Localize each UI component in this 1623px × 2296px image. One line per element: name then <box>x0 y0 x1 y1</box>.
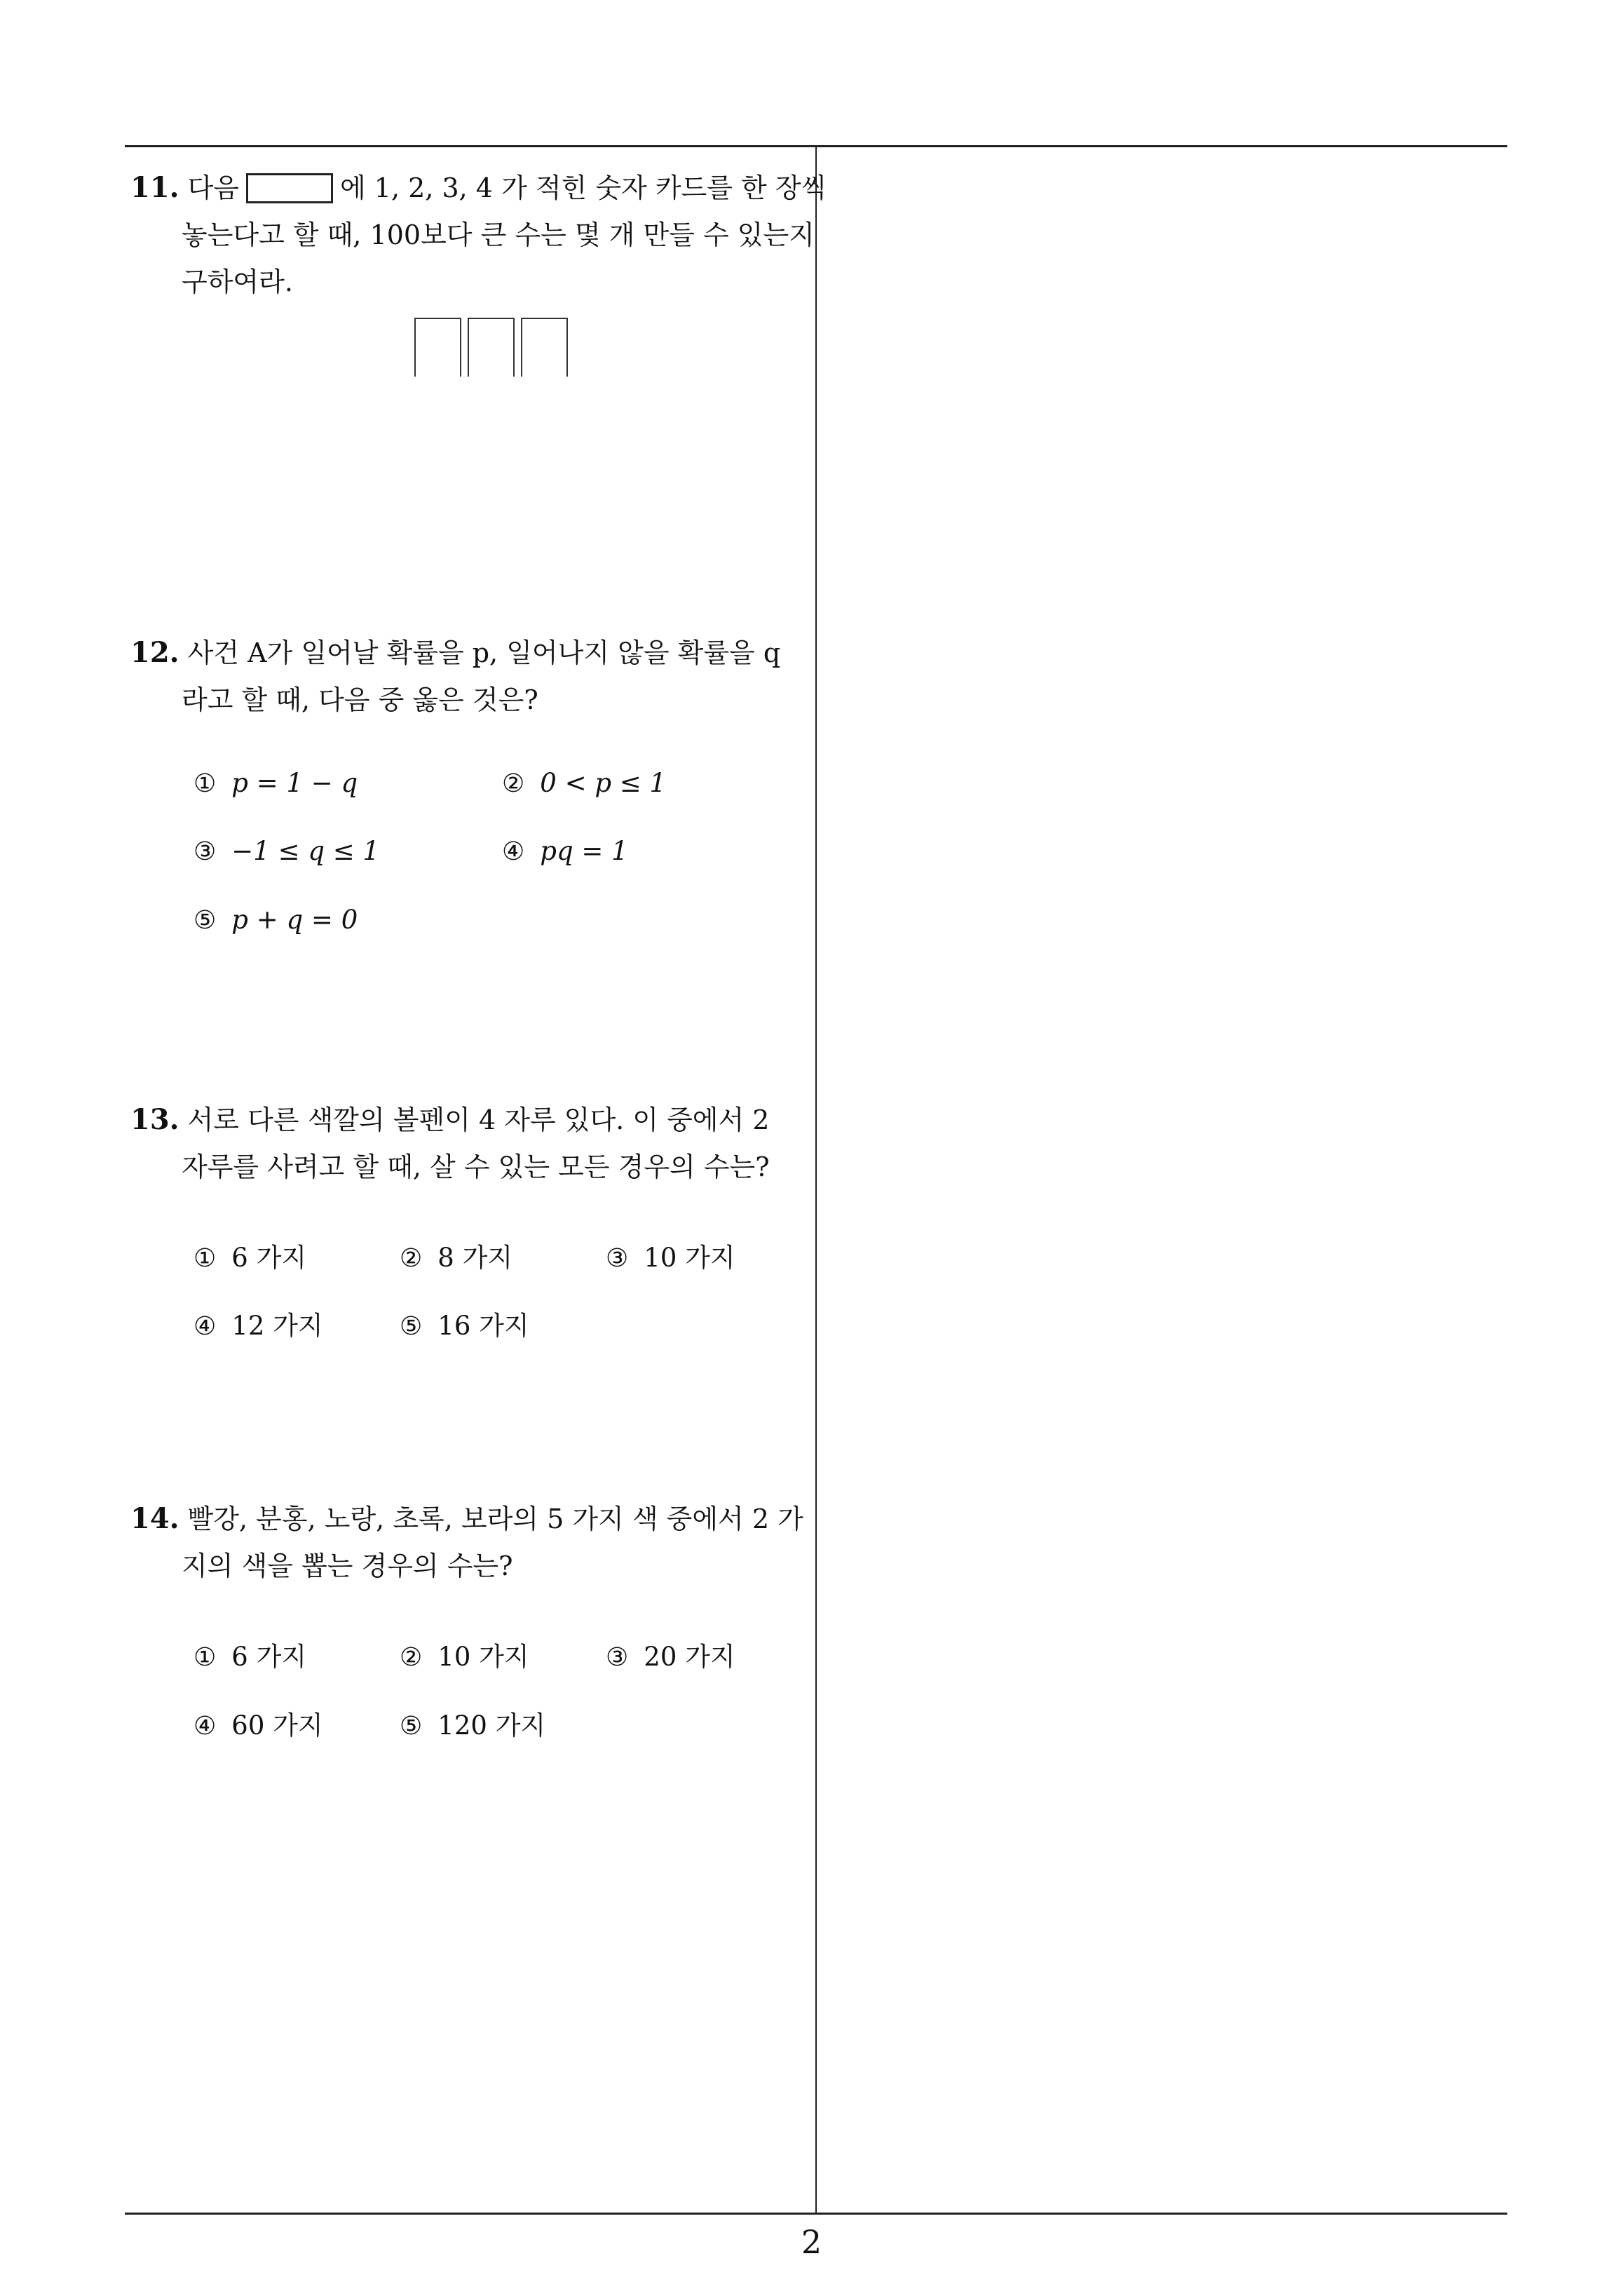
question-text: 에 1, 2, 3, 4 가 적힌 숫자 카드를 한 장씩 <box>340 173 827 203</box>
question-text: 지의 색을 뽑는 경우의 수는? <box>182 1551 513 1581</box>
card-slot <box>414 318 461 377</box>
choice-4[interactable]: ④ pq = 1 <box>502 836 628 866</box>
card-slot <box>521 318 568 377</box>
column-divider <box>815 145 817 2214</box>
choice-4[interactable]: ④ 12 가지 <box>193 1311 323 1341</box>
choice-5[interactable]: ⑤ 16 가지 <box>400 1311 529 1341</box>
choice-4[interactable]: ④ 60 가지 <box>193 1710 323 1741</box>
question-text: 자루를 사려고 할 때, 살 수 있는 모든 경우의 수는? <box>182 1152 770 1182</box>
choice-1[interactable]: ① p = 1 − q <box>193 768 358 798</box>
number-card-slots <box>414 318 572 377</box>
card-slot <box>468 318 515 377</box>
choice-3[interactable]: ③ 20 가지 <box>606 1642 735 1672</box>
question-12 <box>130 629 803 724</box>
question-text: 구하여라. <box>182 266 293 297</box>
question-number: 13. <box>130 1103 179 1136</box>
choice-2[interactable]: ② 8 가지 <box>400 1243 513 1273</box>
bottom-rule <box>125 2213 1507 2215</box>
question-number: 11. <box>130 171 179 204</box>
choice-3[interactable]: ③ −1 ≤ q ≤ 1 <box>193 836 380 866</box>
question-11 <box>130 164 827 306</box>
question-text: 다음 <box>187 173 240 203</box>
question-number: 12. <box>130 636 179 669</box>
question-13 <box>130 1096 803 1191</box>
question-number: 14. <box>130 1502 179 1535</box>
choice-1[interactable]: ① 6 가지 <box>193 1642 307 1672</box>
choice-3[interactable]: ③ 10 가지 <box>606 1243 735 1273</box>
question-text: 서로 다른 색깔의 볼펜이 4 자루 있다. 이 중에서 2 <box>187 1105 770 1135</box>
blank-box <box>246 173 333 203</box>
question-text: 라고 할 때, 다음 중 옳은 것은? <box>182 684 538 715</box>
question-text: 사건 A가 일어날 확률을 p, 일어나지 않을 확률을 q <box>187 637 781 668</box>
choice-1[interactable]: ① 6 가지 <box>193 1243 307 1273</box>
choice-2[interactable]: ② 0 < p ≤ 1 <box>502 768 667 798</box>
page-number: 2 <box>801 2223 822 2261</box>
choice-5[interactable]: ⑤ 120 가지 <box>400 1710 546 1741</box>
question-text: 빨강, 분홍, 노랑, 초록, 보라의 5 가지 색 중에서 2 가 <box>187 1504 803 1534</box>
question-text: 놓는다고 할 때, 100보다 큰 수는 몇 개 만들 수 있는지 <box>182 220 815 250</box>
question-14 <box>130 1495 803 1590</box>
choice-5[interactable]: ⑤ p + q = 0 <box>193 905 358 935</box>
choice-2[interactable]: ② 10 가지 <box>400 1642 529 1672</box>
